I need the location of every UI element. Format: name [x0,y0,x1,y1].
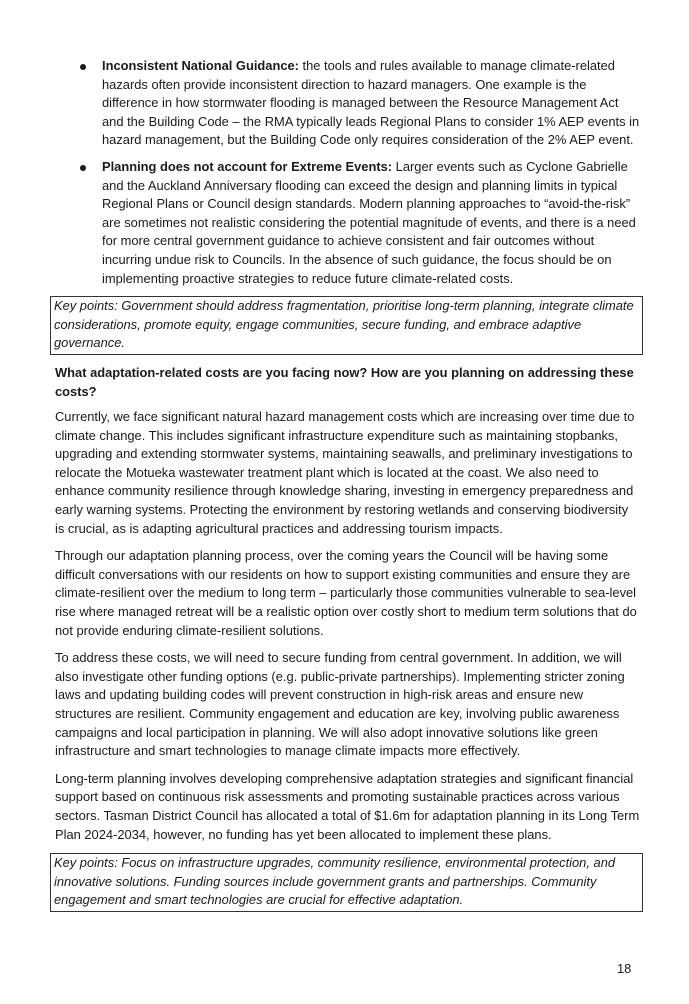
section-question: What adaptation-related costs are you facing now? How are you planning on addressing these costs? [55,364,634,399]
body-paragraph: To address these costs, we will need to secure funding from central government. In addition, we will also investigate other funding options (e.g. public-private partnerships). Implementing stricter zoning laws and updating building codes will prevent construction in high-risk areas and ensure new structures are resilient. Community engagement and education are key, involving public awareness campaigns and local participation in planning. We will also adopt innovative solutions like green infrastructure and smart technologies to manage climate impacts more effectively. [55,650,625,759]
body-paragraph: Long-term planning involves developing comprehensive adaptation strategies and significant financial support based on continuous risk assessments and promoting sustainable practices across various sectors. Tasman District Council has allocated a total of $1.6m for adaptation planning in its Long Term Plan 2024-2034, however, no funding has yet been allocated to implement these plans. [55,770,640,842]
page-number: 18 [617,961,632,976]
body-paragraph: Through our adaptation planning process, over the coming years the Council will be having some difficult conversations with our residents on how to support existing communities and ensure they are climate-resilient over the medium to long term – particularly those communities vulnerable to sea-level rise where managed retreat will be a realistic option over costly short to medium term solutions that do not provide enduring climate-resilient solutions. [55,548,637,638]
bullet-title: Inconsistent National Guidance: [102,58,299,73]
bullet-text: Larger events such as Cyclone Gabrielle and the Auckland Anniversary flooding can exceed the design and planning limits in typical Regional Plans or Council design standards. Modern planning approaches to “avoid-the-risk” are sometimes not realistic considering the potential magnitude of events, and there is a need for more central government guidance to achieve consistent and fair outcomes without incurring undue risk to Councils. In the absence of such guidance, the focus should be on implementing proactive strategies to reduce future climate-related costs. [102,158,636,286]
bullet-item [55,158,641,288]
bullet-dot-icon [80,165,86,171]
bullet-text: the tools and rules available to manage climate-related hazards often provide inconsistent direction to hazard managers. One example is the difference in how stormwater flooding is managed between the Resource Management Act and the Building Code – the RMA typically leads Regional Plans to consider 1% AEP events in hazard management, but the Building Code only requires consideration of the 2% AEP event. [102,58,640,148]
bullet-item [55,57,641,150]
bullet-dot-icon [80,64,86,70]
key-points-box: Key points: Focus on infrastructure upgrades, community resilience, environmental protection, and innovative solutions. Funding sources include government grants and partnerships. Community engagement and smart technologies are crucial for effective adaptation. [50,853,643,912]
key-points-box: Key points: Government should address fragmentation, prioritise long-term planning, integrate climate considerations, promote equity, engage communities, secure funding, and embrace adaptive governance. [50,296,643,355]
body-paragraph: Currently, we face significant natural hazard management costs which are increasing over time due to climate change. This includes significant infrastructure expenditure such as maintaining stopbanks, upgrading and extending stormwater systems, maintaining seawalls, and preliminary investigations to relocate the Motueka wastewater treatment plant which is located at the coast. We also need to enhance community resilience through knowledge sharing, investing in emergency preparedness and early warning systems. Protecting the environment by restoring wetlands and conserving biodiversity is crucial, as is adapting agricultural practices and addressing tourism impacts. [55,409,635,536]
document-page [55,57,641,912]
bullet-list [55,57,641,288]
bullet-title: Planning does not account for Extreme Events: [102,158,393,174]
